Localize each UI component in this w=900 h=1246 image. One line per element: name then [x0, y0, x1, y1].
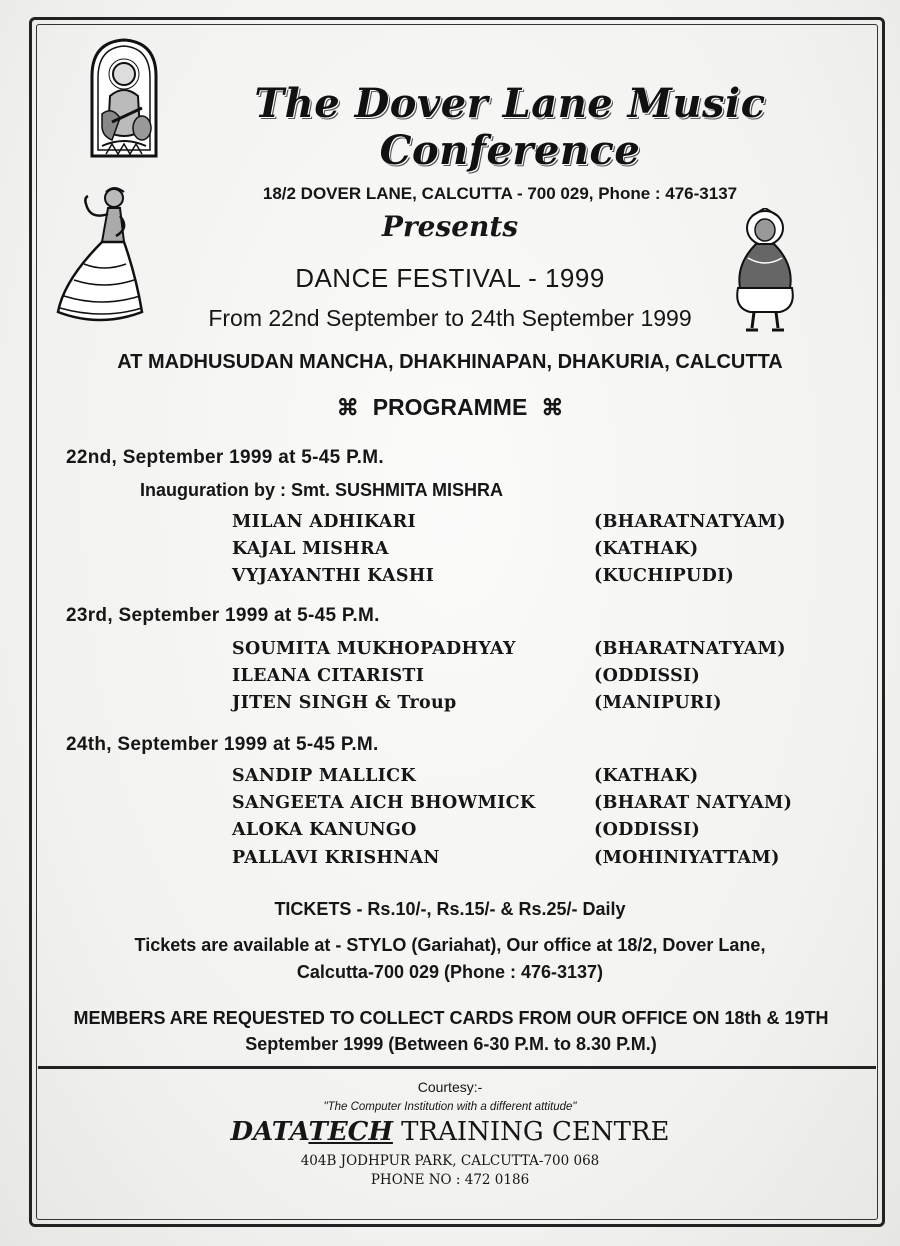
inauguration-line: Inauguration by : Smt. SUSHMITA MISHRA — [140, 480, 503, 500]
dance-style: (BHARATNATYAM) — [594, 512, 786, 532]
festival-name: DANCE FESTIVAL - 1999 — [295, 263, 605, 293]
dance-style: (KATHAK) — [594, 766, 699, 786]
members-line-2: September 1999 (Between 6-30 P.M. to 8.30 P.M.) — [245, 1034, 657, 1054]
performer-name: KAJAL MISHRA — [232, 539, 389, 559]
day-heading: 24th, September 1999 at 5-45 P.M. — [66, 734, 379, 755]
dance-style: (ODDISSI) — [594, 820, 701, 840]
presents-label: Presents — [381, 210, 519, 243]
festival-dates: From 22nd September to 24th September 1999 — [208, 305, 692, 331]
sponsor-phone: PHONE NO : 472 0186 — [370, 1172, 530, 1188]
programme-heading — [300, 394, 600, 421]
performer-name: VYJAYANTHI KASHI — [232, 566, 435, 586]
performer-name: MILAN ADHIKARI — [232, 512, 417, 532]
programme-symbol-left: ⌘ — [336, 395, 359, 420]
festival-venue: AT MADHUSUDAN MANCHA, DHAKHINAPAN, DHAKURIA, CALCUTTA — [117, 351, 783, 373]
ticket-prices: TICKETS - Rs.10/-, Rs.15/- & Rs.25/- Daily — [274, 899, 626, 919]
performer-name: SANDIP MALLICK — [232, 766, 416, 786]
members-notice — [46, 1005, 856, 1057]
dance-style: (BHARAT NATYAM) — [594, 793, 793, 813]
conference-address: 18/2 DOVER LANE, CALCUTTA - 700 029, Phone : 476-3137 — [262, 184, 738, 203]
day-heading: 22nd, September 1999 at 5-45 P.M. — [66, 447, 384, 468]
ticket-availability — [70, 932, 830, 986]
performer-name: JITEN SINGH & Troup — [232, 693, 457, 713]
footer-divider — [38, 1066, 876, 1069]
performer-name: ILEANA CITARISTI — [232, 666, 425, 686]
performer-name: ALOKA KANUNGO — [232, 820, 417, 840]
dance-style: (MANIPURI) — [594, 693, 722, 713]
dancer-figure-icon — [54, 184, 146, 330]
performer-name: SANGEETA AICH BHOWMICK — [232, 793, 536, 813]
sponsor-brand-underlined: TECH — [308, 1117, 393, 1147]
availability-line-1: Tickets are available at - STYLO (Gariahat), Our office at 18/2, Dover Lane, — [134, 935, 766, 955]
dance-style: (BHARATNATYAM) — [594, 639, 786, 659]
performer-name: PALLAVI KRISHNAN — [232, 848, 440, 868]
availability-line-2: Calcutta-700 029 (Phone : 476-3137) — [296, 962, 604, 982]
sponsor-tagline: "The Computer Institution with a different attitude" — [323, 1101, 577, 1113]
conference-title: The Dover Lane Music Conference — [254, 80, 766, 174]
programme-label: PROGRAMME — [372, 394, 528, 420]
programme-symbol-right: ⌘ — [541, 395, 564, 420]
sponsor-brand-plain: DATA — [230, 1117, 309, 1147]
day-heading: 23rd, September 1999 at 5-45 P.M. — [66, 605, 380, 626]
dance-style: (KATHAK) — [594, 539, 699, 559]
saraswati-emblem-icon — [82, 36, 166, 164]
courtesy-label: Courtesy:- — [417, 1079, 483, 1095]
members-line-1: MEMBERS ARE REQUESTED TO COLLECT CARDS FROM OUR OFFICE ON 18th & 19TH — [73, 1008, 829, 1028]
dance-style: (MOHINIYATTAM) — [594, 848, 780, 868]
dance-style: (KUCHIPUDI) — [594, 566, 735, 586]
dance-style: (ODDISSI) — [594, 666, 701, 686]
performer-name: SOUMITA MUKHOPADHYAY — [232, 639, 516, 659]
sponsor-name-rest: TRAINING CENTRE — [392, 1117, 670, 1147]
sponsor-name — [150, 1117, 750, 1147]
sponsor-address: 404B JODHPUR PARK, CALCUTTA-700 068 — [300, 1153, 600, 1169]
